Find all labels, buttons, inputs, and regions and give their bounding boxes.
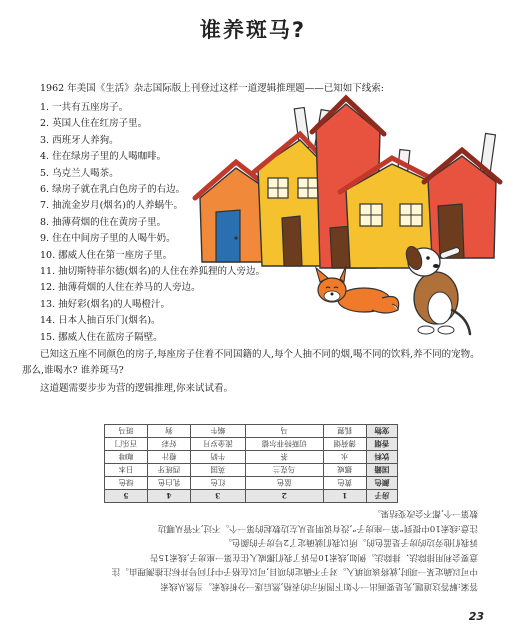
answer-line: 诉我们他旁边的房子是蓝色的。所以我们就确定了2号房子的颜色。 <box>223 537 478 548</box>
table-cell: 宠物 <box>366 425 397 438</box>
table-cell: 挪威 <box>323 464 366 477</box>
clue-item: 5. 乌克兰人喝茶。 <box>40 167 119 179</box>
clue-item: 9. 住在中间房子里的人喝牛奶。 <box>40 233 176 245</box>
page-title: 谁养斑马? <box>199 18 307 42</box>
table-cell: 橙汁 <box>148 451 191 464</box>
table-cell: 狐狸 <box>323 425 366 438</box>
table-cell: 颜色 <box>366 477 397 490</box>
table-cell: 乳白色 <box>148 477 191 490</box>
table-cell: 咖啡 <box>105 451 148 464</box>
door-icon <box>216 210 240 262</box>
table-row <box>105 451 398 464</box>
clue-item: 1. 一共有五座房子。 <box>40 102 129 113</box>
answer-line: 中可以确定某一项时,就将该项填入。对于不确定的项目,可以在格子中打问号并标注推测理由。注 <box>111 566 478 577</box>
table-cell: 薄荷烟 <box>323 438 366 451</box>
table-cell: 牛奶 <box>190 451 245 464</box>
table-cell: 黄色 <box>323 477 366 490</box>
table-cell: 切斯特菲尔德 <box>245 438 323 451</box>
table-cell: 饮料 <box>366 451 397 464</box>
clue-item: 3. 西班牙人养狗。 <box>40 134 119 146</box>
table-cell: 流金岁月 <box>190 438 245 451</box>
table-cell: 水 <box>323 451 366 464</box>
table-cell: 日本 <box>105 464 148 477</box>
table-cell: 蓝色 <box>245 477 323 490</box>
table-header: 1 <box>323 490 366 503</box>
clue-item: 4. 住在绿房子里的人喝咖啡。 <box>40 151 167 163</box>
table-cell: 狗 <box>148 425 191 438</box>
page-number: 23 <box>468 610 484 623</box>
table-header: 3 <box>190 490 245 503</box>
clue-item: 11. 抽切斯特菲尔德(烟名)的人住在养狐狸的人旁边。 <box>40 266 266 278</box>
table-cell: 红色 <box>190 477 245 490</box>
answer-line: 数第一个,都不会改变结果。 <box>372 508 478 519</box>
table-header: 4 <box>148 490 191 503</box>
table-cell: 蜗牛 <box>190 425 245 438</box>
table-cell: 茶 <box>245 451 323 464</box>
hint-paragraph: 这道题需要步步为营的逻辑推理,你来试试看。 <box>40 383 234 394</box>
table-cell: 国籍 <box>366 464 397 477</box>
table-row <box>105 425 398 438</box>
clue-item: 2. 英国人住在红房子里。 <box>40 118 148 130</box>
solution-table <box>104 424 398 503</box>
clue-item: 13. 抽好彩(烟名)的人喝橙汁。 <box>40 298 171 310</box>
table-header: 2 <box>245 490 323 503</box>
table-row <box>105 438 398 451</box>
question-paragraph: 已知这五座不同颜色的房子,每座房子住着不同国籍的人,每个人抽不同的烟,喝不同的饮料,养不同的宠物。那么,谁喝水? 谁养斑马? <box>22 349 480 376</box>
table-row <box>105 477 398 490</box>
fox-icon <box>316 266 399 313</box>
clue-item: 10. 挪威人住在第一座房子里。 <box>40 249 173 261</box>
table-row <box>105 464 398 477</box>
table-header: 5 <box>105 490 148 503</box>
clue-item: 14. 日本人抽百乐门(烟名)。 <box>40 315 161 327</box>
clue-item: 8. 抽薄荷烟的住在黄房子里。 <box>40 216 167 228</box>
table-cell: 乌克兰 <box>245 464 323 477</box>
table-cell: 香烟 <box>366 438 397 451</box>
table-cell: 马 <box>245 425 323 438</box>
table-cell: 西班牙 <box>148 464 191 477</box>
table-cell: 斑马 <box>105 425 148 438</box>
table-cell: 英国 <box>190 464 245 477</box>
table-row <box>105 490 398 503</box>
table-header: 房子 <box>366 490 397 503</box>
intro-text: 1962 年美国《生活》杂志国际版上刊登过这样一道逻辑推理题——已知如下线索: <box>40 83 384 94</box>
clue-item: 6. 绿房子就在乳白色房子的右边。 <box>40 184 186 196</box>
answer-line: 注意:线索10中提到“第一座房子”,没有说明是从左边数起的第一个。不过,不管从哪边 <box>157 523 478 533</box>
clue-item: 12. 抽薄荷烟的人住在养马的人旁边。 <box>40 282 201 294</box>
table-cell: 绿色 <box>105 477 148 490</box>
answer-line: 意要会利用排除法、排除法。例如,线索10告诉了我们挪威人住在第一座房子,线索15告 <box>149 552 478 562</box>
answer-line: 答案:解答这道题,先是要画出一个如下图所示的表格,然后逐一分析线索。当然从线索 <box>160 581 478 591</box>
table-cell: 好彩 <box>148 438 191 451</box>
door-icon <box>282 216 302 266</box>
clue-item: 7. 抽流金岁月(烟名)的人养蜗牛。 <box>40 200 183 212</box>
clue-item: 15. 挪威人住在蓝房子隔壁。 <box>40 331 163 343</box>
table-cell: 百乐门 <box>105 438 148 451</box>
